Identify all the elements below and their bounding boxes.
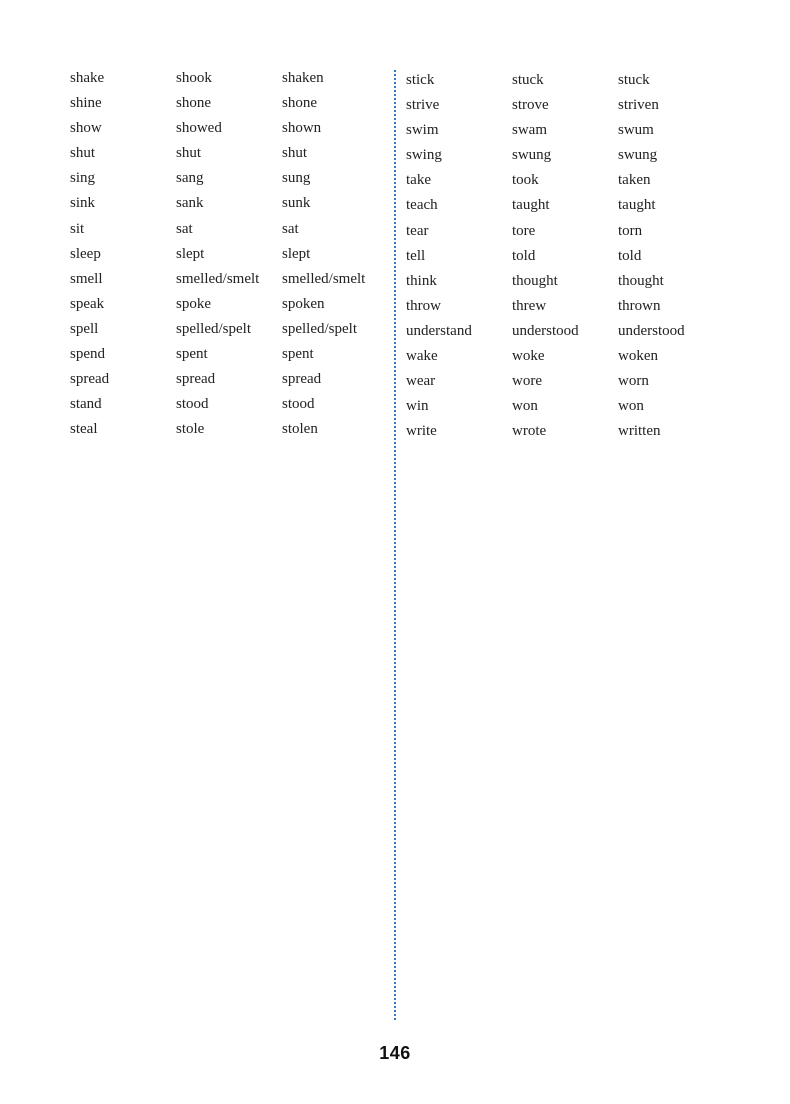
verb-past-simple: stole — [176, 421, 205, 438]
verb-base-form: wake — [406, 348, 438, 365]
verb-past-simple: spelled/spelt — [176, 320, 251, 337]
verb-past-simple: taught — [512, 197, 550, 214]
verb-past-simple: tore — [512, 222, 536, 239]
page-number: 146 — [379, 1043, 411, 1063]
verb-row — [70, 242, 390, 267]
verb-base-form: smell — [70, 270, 103, 287]
verb-past-simple: sang — [176, 170, 204, 187]
verb-past-simple: showed — [176, 120, 222, 137]
verb-past-simple: threw — [512, 297, 547, 314]
verb-row — [406, 319, 726, 344]
verb-row — [70, 392, 390, 417]
verb-base-form: spread — [70, 371, 110, 388]
verb-row — [406, 394, 726, 419]
verb-past-participle: won — [618, 398, 644, 415]
verb-past-participle: taught — [618, 197, 656, 214]
verb-past-participle: woken — [618, 348, 658, 365]
verb-past-simple: wore — [512, 373, 542, 390]
verb-past-participle: shut — [282, 145, 308, 162]
verb-past-simple: strove — [512, 97, 549, 114]
verb-past-simple: told — [512, 247, 536, 264]
verb-past-participle: swung — [618, 147, 658, 164]
verb-row — [406, 193, 726, 218]
verb-row — [406, 419, 726, 444]
verb-past-simple: smelled/smelt — [176, 270, 260, 287]
verb-base-form: win — [406, 398, 429, 415]
verb-past-participle: smelled/smelt — [282, 270, 366, 287]
verb-past-simple: spread — [176, 371, 216, 388]
verb-past-participle: sunk — [282, 195, 311, 212]
verb-row — [70, 91, 390, 116]
verb-base-form: speak — [70, 295, 105, 312]
verb-row — [406, 118, 726, 143]
verb-base-form: tell — [406, 247, 426, 264]
verb-row — [406, 143, 726, 168]
verb-row — [406, 294, 726, 319]
verb-past-simple: woke — [512, 348, 545, 365]
verb-past-simple: slept — [176, 245, 205, 262]
verb-row — [406, 93, 726, 118]
verb-base-form: sing — [70, 170, 96, 187]
verb-base-form: strive — [406, 97, 440, 114]
verb-row — [70, 367, 390, 392]
verb-past-participle: worn — [618, 373, 649, 390]
verb-past-participle: taken — [618, 172, 651, 189]
verb-base-form: understand — [406, 322, 472, 339]
verb-base-form: shut — [70, 145, 96, 162]
verb-table-right — [406, 68, 726, 444]
verb-row — [406, 344, 726, 369]
verb-row — [406, 269, 726, 294]
verb-base-form: tear — [406, 222, 429, 239]
verb-past-participle: thought — [618, 272, 664, 289]
column-divider — [394, 70, 396, 1020]
verb-past-simple: shone — [176, 95, 211, 112]
verb-past-participle: written — [618, 423, 661, 440]
verb-past-simple: won — [512, 398, 538, 415]
verb-row — [70, 116, 390, 141]
verb-base-form: sit — [70, 220, 85, 237]
verb-past-participle: stolen — [282, 421, 318, 438]
verb-base-form: stick — [406, 72, 435, 88]
verb-past-participle: shone — [282, 95, 317, 112]
verb-row — [70, 317, 390, 342]
verb-past-simple: stood — [176, 396, 209, 413]
verb-row — [406, 369, 726, 394]
verb-base-form: steal — [70, 421, 98, 438]
verb-past-simple: sank — [176, 195, 204, 212]
verb-past-participle: shown — [282, 120, 322, 137]
verb-past-participle: spoken — [282, 295, 325, 312]
verb-base-form: teach — [406, 197, 438, 214]
verb-base-form: spell — [70, 320, 99, 337]
verb-base-form: throw — [406, 297, 441, 314]
verb-past-simple: thought — [512, 272, 558, 289]
verb-past-participle: thrown — [618, 297, 661, 314]
verb-row — [406, 244, 726, 269]
verb-row — [70, 191, 390, 216]
verb-row — [70, 267, 390, 292]
verb-base-form: take — [406, 172, 431, 189]
verb-past-participle: spent — [282, 346, 314, 363]
verb-row — [70, 166, 390, 191]
verb-past-simple: stuck — [512, 72, 544, 88]
verb-base-form: stand — [70, 396, 102, 413]
verb-base-form: think — [406, 272, 437, 289]
verb-base-form: shake — [70, 70, 105, 86]
verb-base-form: swim — [406, 122, 439, 139]
verb-past-simple: spent — [176, 346, 208, 363]
verb-past-participle: stuck — [618, 72, 650, 88]
verb-past-participle: told — [618, 247, 642, 264]
verb-past-simple: swam — [512, 122, 547, 139]
verb-past-participle: slept — [282, 245, 311, 262]
verb-past-simple: shut — [176, 145, 202, 162]
verb-past-simple: swung — [512, 147, 552, 164]
verb-past-simple: spoke — [176, 295, 211, 312]
verb-past-participle: understood — [618, 322, 685, 339]
verb-past-simple: understood — [512, 322, 579, 339]
verb-past-participle: swum — [618, 122, 654, 139]
verb-row — [70, 417, 390, 442]
verb-row — [70, 292, 390, 317]
verb-row — [406, 219, 726, 244]
verb-base-form: wear — [406, 373, 436, 390]
verb-past-participle: sung — [282, 170, 311, 187]
verb-past-participle: torn — [618, 222, 643, 239]
verb-past-participle: sat — [282, 220, 299, 237]
verb-row — [406, 168, 726, 193]
verb-past-simple: sat — [176, 220, 193, 237]
verb-past-participle: striven — [618, 97, 659, 114]
verb-past-simple: wrote — [512, 423, 547, 440]
verb-row — [70, 66, 390, 91]
verb-base-form: shine — [70, 95, 102, 112]
verb-row — [70, 141, 390, 166]
verb-base-form: sleep — [70, 245, 101, 262]
verb-past-participle: shaken — [282, 70, 324, 86]
verb-base-form: spend — [70, 346, 105, 363]
verb-past-participle: stood — [282, 396, 315, 413]
verb-row — [406, 68, 726, 93]
verb-past-participle: spread — [282, 371, 322, 388]
verb-base-form: swing — [406, 147, 442, 164]
verb-row — [70, 342, 390, 367]
verb-base-form: show — [70, 120, 102, 137]
verb-past-simple: took — [512, 172, 539, 189]
verb-base-form: write — [406, 423, 437, 440]
verb-base-form: sink — [70, 195, 96, 212]
verb-past-participle: spelled/spelt — [282, 320, 357, 337]
verb-table-left — [70, 66, 390, 442]
verb-row — [70, 217, 390, 242]
verb-past-simple: shook — [176, 70, 212, 86]
